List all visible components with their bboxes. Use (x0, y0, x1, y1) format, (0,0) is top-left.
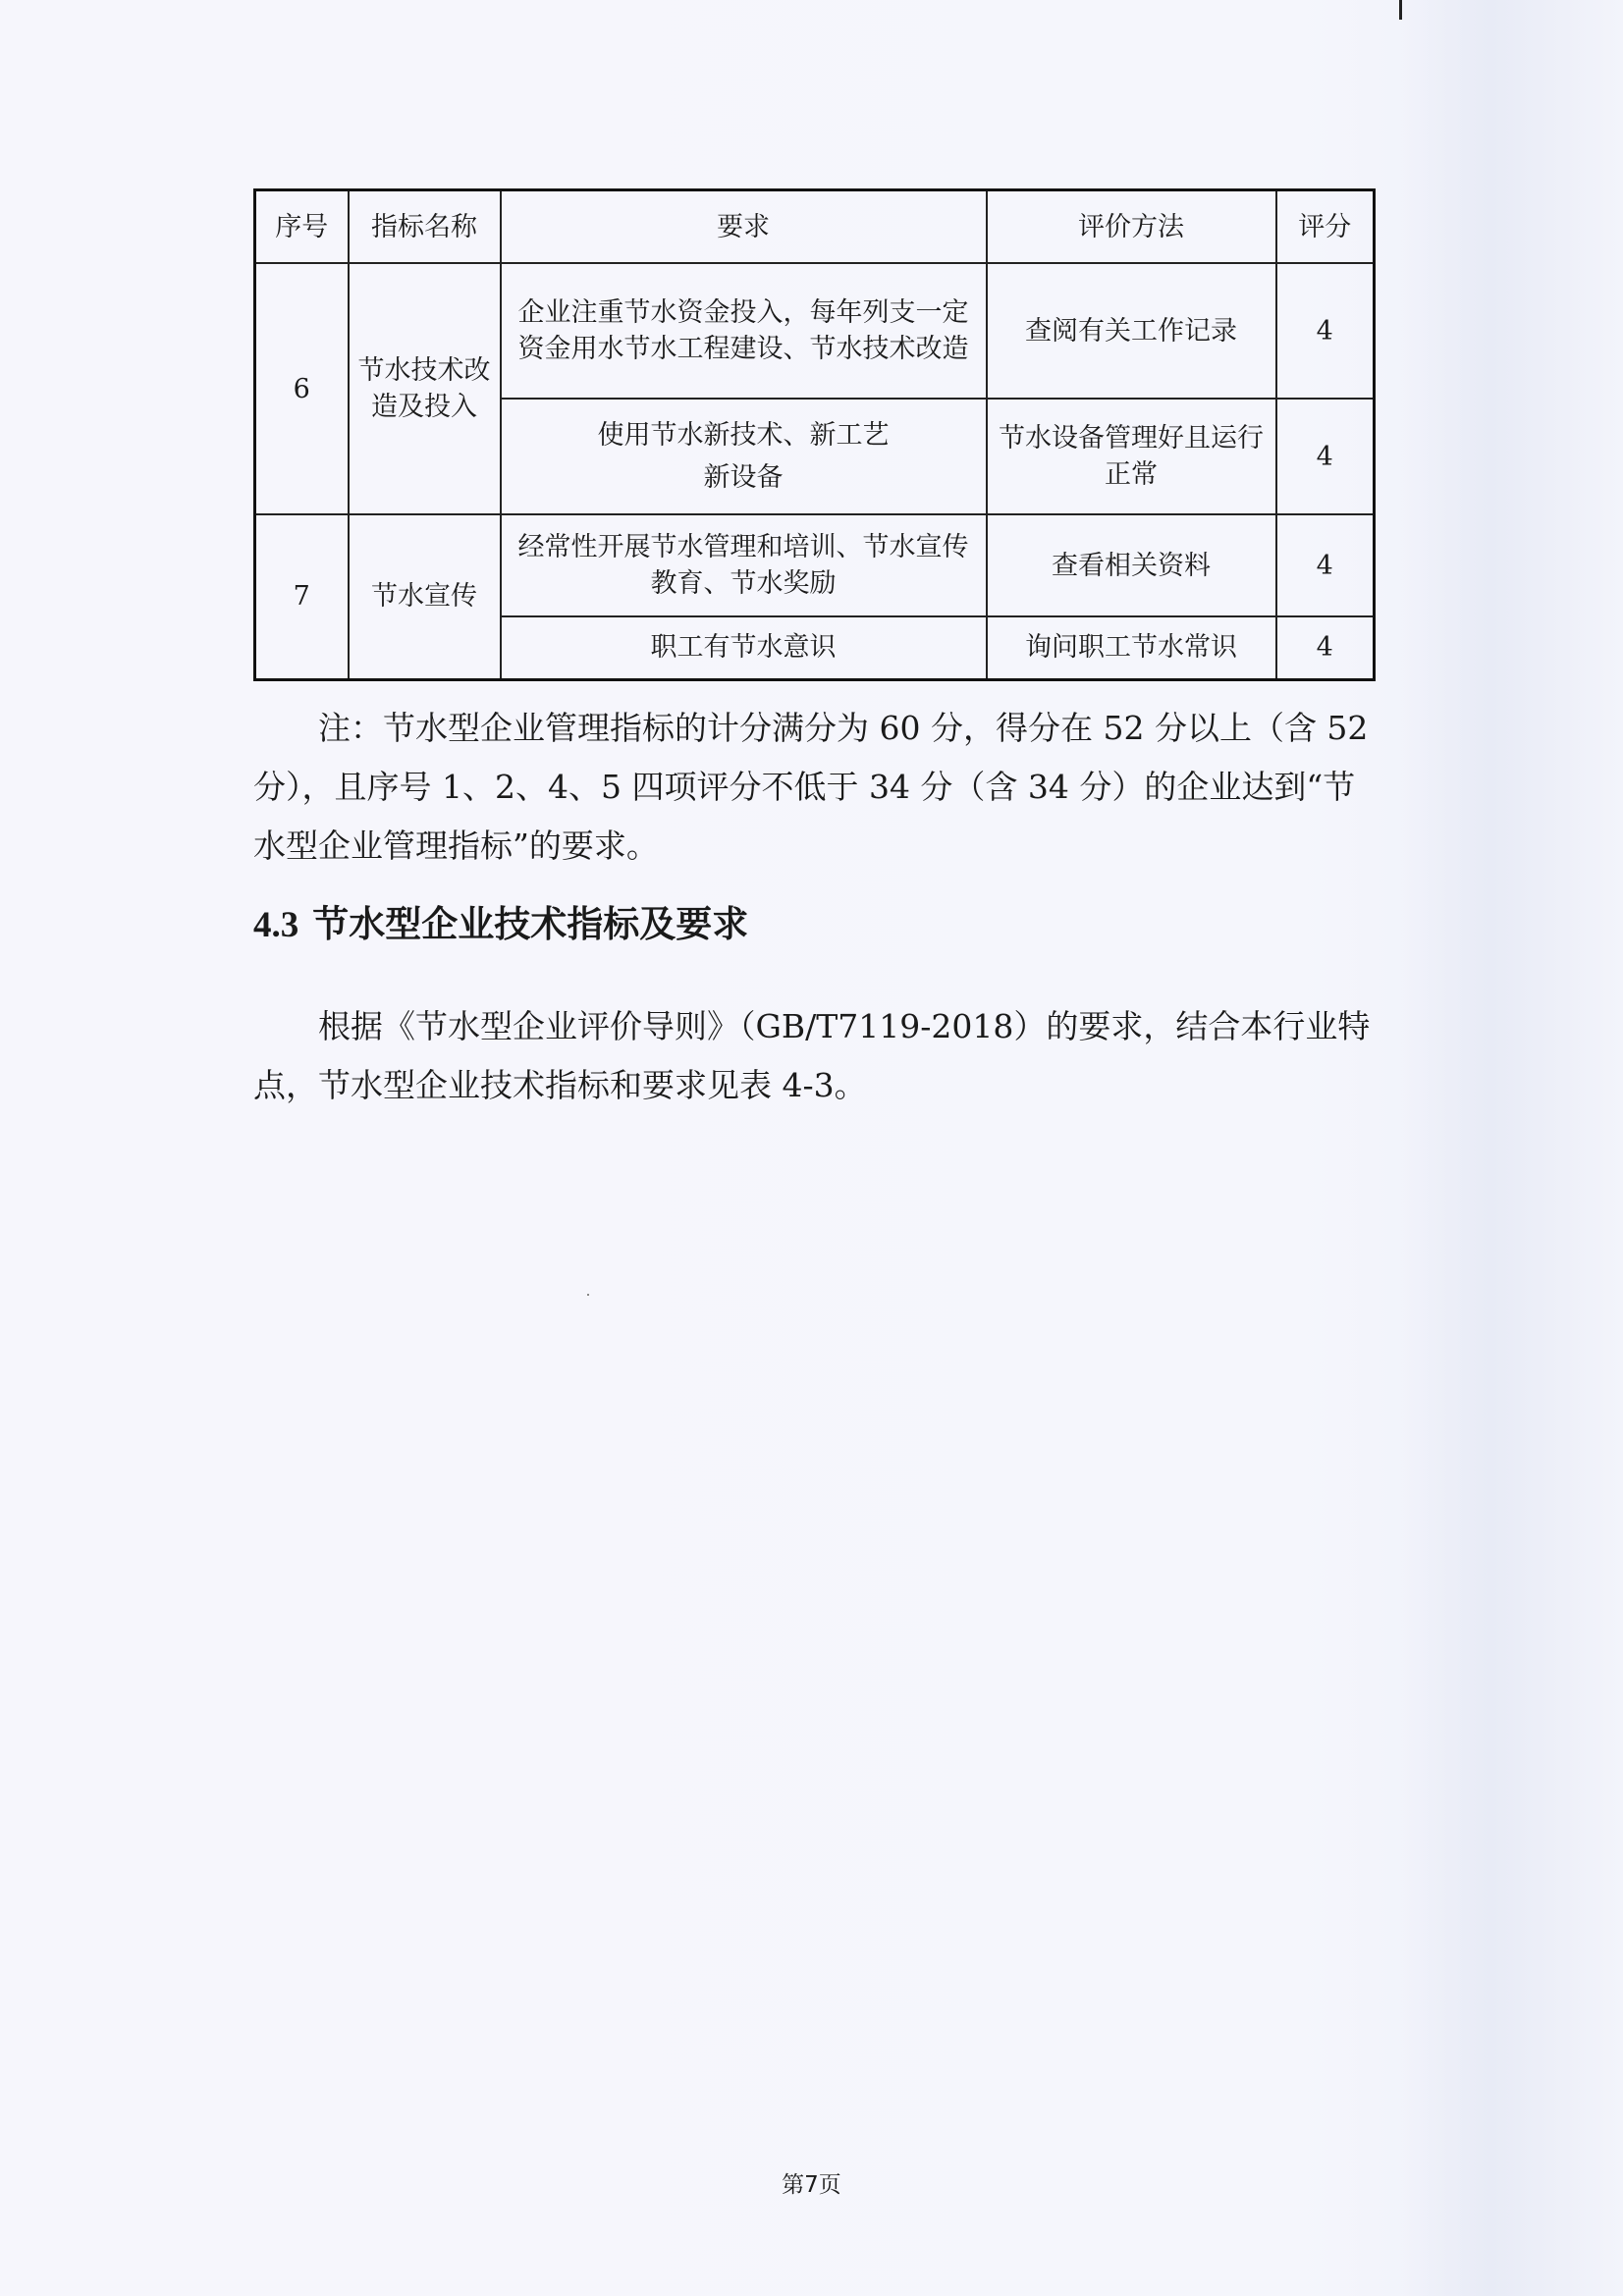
section-number: 4.3 (253, 905, 299, 945)
cell-score: 4 (1276, 514, 1375, 616)
cell-score: 4 (1276, 616, 1375, 679)
table-note: 注：节水型企业管理指标的计分满分为 60 分，得分在 52 分以上（含 52 分），且序号 1、2、4、5 四项评分不低于 34 分（含 34 分）的企业达到“节水型企业管理指标”的要求。 (253, 709, 1369, 865)
cell-indicator-name: 节水技术改造及投入 (349, 263, 501, 514)
scan-speck (587, 1294, 589, 1296)
header-method: 评价方法 (987, 190, 1276, 264)
cell-method: 查看相关资料 (987, 514, 1276, 616)
indicator-table (253, 188, 1376, 681)
cell-indicator-name: 节水宣传 (349, 514, 501, 679)
requirement-line: 使用节水新技术、新工艺 (597, 420, 890, 451)
header-requirement: 要求 (501, 190, 987, 264)
section-title: 节水型企业技术指标及要求 (312, 903, 749, 945)
cell-method: 询问职工节水常识 (987, 616, 1276, 679)
body-paragraph: 根据《节水型企业评价导则》（GB/T7119-2018）的要求，结合本行业特点，节水型企业技术指标和要求见表 4-3。 (253, 1007, 1371, 1104)
cell-requirement: 经常性开展节水管理和培训、节水宣传教育、节水奖励 (501, 514, 987, 616)
cell-no: 7 (255, 514, 349, 679)
table-row (255, 514, 1375, 616)
header-no: 序号 (255, 190, 349, 264)
table-row (255, 263, 1375, 399)
cell-method: 查阅有关工作记录 (987, 263, 1276, 399)
header-indicator-name: 指标名称 (349, 190, 501, 264)
section-heading (253, 895, 748, 955)
cell-requirement: 企业注重节水资金投入，每年列支一定资金用水节水工程建设、节水技术改造 (501, 263, 987, 399)
cell-requirement (501, 399, 987, 514)
cell-score: 4 (1276, 399, 1375, 514)
page-number: 第7页 (782, 2172, 841, 2198)
cell-method: 节水设备管理好且运行正常 (987, 399, 1276, 514)
scan-edge-mark (1399, 0, 1402, 20)
requirement-line: 新设备 (703, 462, 784, 493)
table-header-row (255, 190, 1375, 264)
scan-edge-shading (1402, 0, 1623, 2296)
cell-score: 4 (1276, 263, 1375, 399)
cell-requirement: 职工有节水意识 (501, 616, 987, 679)
header-score: 评分 (1276, 190, 1375, 264)
cell-no: 6 (255, 263, 349, 514)
